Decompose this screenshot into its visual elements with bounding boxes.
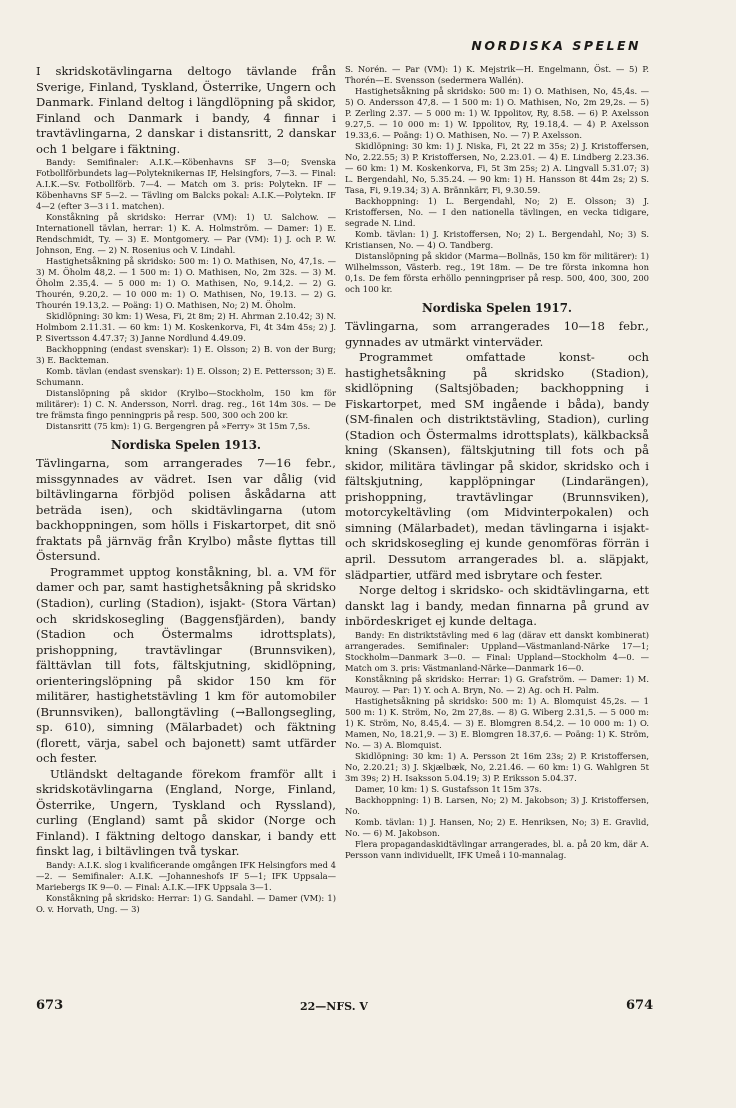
section-heading-1913: Nordiska Spelen 1913. <box>110 438 262 453</box>
result-paragraph: Distanslöpning på skidor (Marma—Bollnäs, 150 km för militärer): 1) Wilhelmsson, Västerb. reg., 19t 18m. — De tre första inkomna hon 0,1s. De fem första erhöllo penningpriser på resp. 500, 400, 300, 200 och 100 kr. <box>345 251 649 294</box>
section-heading-1917: Nordiska Spelen 1917. <box>421 301 573 315</box>
result-paragraph: Backhoppning: 1) L. Bergendahl, No; 2) E. Olsson; 3) J. Kristoffersen, No. — I den nationella tävlingen, en vecka tidigare, segrade N. Lind. <box>345 196 649 228</box>
body-paragraph: Utländskt deltagande förekom framför allt i skridskotävlingarna (England, Norge, Finland, Österrike, Ungern, Tyskland och Ryssland), curling (England) samt på skidor (Norge och Finland). I fäktning deltogo danskar, i bandy ett finskt lag, i biltävlingen två tyskar. <box>36 766 336 859</box>
left-column <box>36 64 336 988</box>
result-paragraph: Konståkning på skridsko: Herrar: 1) G. Grafström. — Damer: 1) M. Mauroy. — Par: 1) Y. och A. Bryn, No. — 2) Ag. och H. Palm. <box>345 673 649 695</box>
result-paragraph: Konståkning på skridsko: Herrar (VM): 1) U. Salchow. — Internationell tävlan, herrar: 1) K. A. Holmström. — Damer: 1) E. Rendschmidt, Ty. — 3) E. Montgomery. — Par (VM): 1) J. och P. W. Johnson, Eng. — 2) N. Rosenius och V. Lindahl. <box>36 212 336 256</box>
result-paragraph: Komb. tävlan: 1) J. Kristoffersen, No; 2) L. Bergendahl, No; 3) S. Kristiansen, No. — 4) O. Tandberg. <box>345 229 649 250</box>
body-paragraph: Programmet omfattade konst- och hastighetsåkning på skridsko (Stadion), skidlöpning (Saltsjöbaden; backhoppning i Fiskartorpet, med SM ingående i båda), bandy (SM-finalen och distriktstävling, Stadion), curling (Stadion och Östermalms idrottsplats), kälkbackså kning (Skansen), fältskjutning till fots och på skidor, militära tävlingar på skidor, skridsko och i fältskjutning, kapplöpningar (Lindarängen), prishoppning, travtävlingar (Brunnsviken), motorcykeltävling (om Midvinterpokalen) och simning (Mälarbadet), medan tävlingarna i isjakt- och skridskosegling ej kunde genomföras förrän i april. Dessutom arrangerades bl. a. släpjakt, slädpartier, utfärd med isbrytare och fester. <box>345 350 649 582</box>
result-paragraph: Backhoppning: 1) B. Larsen, No; 2) M. Jakobson; 3) J. Kristoffersen, No. <box>345 794 649 816</box>
result-paragraph: Distanslöpning på skidor (Krylbo—Stockholm, 150 km för militärer): 1) C. N. Andersson, Norrl. drag. reg., 16t 14m 30s. — De tre främsta fingo penningpris på resp. 500, 300 och 200 kr. <box>36 388 336 421</box>
result-paragraph: Hastighetsåkning på skridsko: 500 m: 1) A. Blomquist 45,2s. — 1 500 m: 1) K. Ström, No, 2m 27,8s. — 8) G. Wiberg 2.31,5. — 5 000 m: 1) K. Ström, No, 8.45,4. — 3) E. Blomgren 8.54,2. — 10 000 m: 1) O. Mamen, No, 18.21,9. — 3) E. Blomgren 18.37,6. — Poäng: 1) K. Ström, No. — 3) A. Blomquist. <box>345 695 649 750</box>
body-paragraph: Programmet upptog konståkning, bl. a. VM för damer och par, samt hastighetsåkning på skridsko (Stadion), curling (Stadion), isjakt- (Stora Värtan) och skridskosegling (Baggensfjärden), bandy (Stadion och Östermalms idrottsplats), prishoppning, travtävlingar (Brunnsviken), fälttävlan till fots, fältskjutning, skidlöpning, orienteringslöpning på skidor 150 km för militärer, hastighetstävling 1 km för automobiler (Brunnsviken), ballongtävling (→Ballongsegling, sp. 610), simning (Mälarbadet) och fäktning (florett, värja, sabel och bajonett) samt utfärder och fester. <box>36 564 336 766</box>
result-paragraph: Skidlöpning: 30 km: 1) A. Persson 2t 16m 23s; 2) P. Kristoffersen, No, 2.20.21; 3) J. Skjælbæk, No, 2.21.46. — 60 km: 1) G. Wahlgren 5t 3m 39s; 2) H. Isaksson 5.04.19; 3) P. Eriksson 5.04.37. <box>345 750 649 783</box>
result-paragraph: Komb. tävlan (endast svenskar): 1) E. Olsson; 2) E. Pettersson; 3) E. Schumann. <box>36 366 336 388</box>
result-paragraph: Skidlöpning: 30 km: 1) Wesa, Fi, 2t 8m; 2) H. Ahrman 2.10.42; 3) N. Holmbom 2.11.31. — 60 km: 1) M. Koskenkorva, Fi, 4t 34m 45s; 2) J. P. Sivertsson 4.47.37; 3) Janne Nordlund 4.49.09. <box>36 311 336 344</box>
result-paragraph: S. Norén. — Par (VM): 1) K. Mejstrik—H. Engelmann, Öst. — 5) P. Thorén—E. Svensson (sedermera Wallén). <box>345 64 649 85</box>
body-paragraph: Tävlingarna, som arrangerades 7—16 febr., missgynnades av vädret. Isen var dålig (vid biltävlingarna förbjöd polisen åskådarna att beträda isen), och skidtävlingarna (utom backhoppningen, som hölls i Fiskartorpet, dit snö fraktats på järnväg från Krylbo) måste flyttas till Östersund. <box>36 456 336 564</box>
body-paragraph: Norge deltog i skridsko- och skidtävlingarna, ett danskt lag i bandy, medan finnarna på grund av inbördeskriget ej kunde deltaga. <box>345 583 649 629</box>
result-paragraph: Hastighetsåkning på skridsko: 500 m: 1) O. Mathisen, No, 45,4s. — 5) O. Andersson 47,8. — 1 500 m: 1) O. Mathisen, No, 2m 29,2s. — 5) P. Zerling 2.37. — 5 000 m: 1) W. Ippolitov, Ry, 8.58. — 6) P. Axelsson 9.27,5. — 10 000 m: 1) W. Ippolitov, Ry, 19.18,4. — 4) P. Axelsson 19.33,6. — Poäng: 1) O. Mathisen, No. — 7) P. Axelsson. <box>345 86 649 140</box>
running-head: NORDISKA SPELEN <box>471 38 641 53</box>
result-paragraph: Flera propagandaskidtävlingar arrangerades, bl. a. på 20 km, där A. Persson vann individuellt, IFK Umeå i 10-mannalag. <box>345 838 649 860</box>
result-paragraph: Damer, 10 km: 1) S. Gustafsson 1t 15m 37s. <box>355 783 542 794</box>
intro-paragraph: I skridskotävlingarna deltogo tävlande från Sverige, Finland, Tyskland, Österrike, Ungern och Danmark. Finland deltog i längdlöpning på skidor, Finland och Danmark i bandy, 4 finnar i travtävlingarna, 2 danskar i distansritt, 2 danskar och 1 belgare i fäktning. <box>36 64 336 156</box>
result-paragraph: Bandy: A.I.K. slog i kvalificerande omgången IFK Helsingfors med 4—2. — Semifinaler: A.I.K. —Johanneshofs IF 5—1; IFK Uppsala—Mariebergs IK 9—0. — Final: A.I.K.—IFK Uppsala 3—1. <box>36 860 336 892</box>
result-paragraph: Komb. tävlan: 1) J. Hansen, No; 2) E. Henriksen, No; 3) E. Gravlid, No. — 6) M. Jakobson. <box>345 816 649 838</box>
body-paragraph: Tävlingarna, som arrangerades 10—18 febr., gynnades av utmärkt vinterväder. <box>345 319 649 349</box>
right-column <box>345 64 649 988</box>
result-paragraph: Konståkning på skridsko: Herrar: 1) G. Sandahl. — Damer (VM): 1) O. v. Horvath, Ung. — 3) <box>36 893 336 914</box>
page-number-right: 674 <box>626 998 654 1013</box>
result-paragraph: Skidlöpning: 30 km: 1) J. Niska, Fi, 2t 22 m 35s; 2) J. Kristoffersen, No, 2.22.55; 3) P. Kristoffersen, No, 2.23.01. — 4) E. Lindberg 2.23.36. — 60 km: 1) M. Koskenkorva, Fi, 5t 3m 25s; 2) A. Lingvall 5.31.07; 3) L. Bergendahl, No, 5.35.24. — 90 km: 1) H. Hansson 8t 44m 2s; 2) S. Tasa, Fi, 9.19.34; 3) A. Brännkärr, Fi, 9.30.59. <box>345 141 649 195</box>
page-number-left: 673 <box>36 998 64 1013</box>
result-paragraph: Bandy: Semifinaler: A.I.K.—Köbenhavns SF 3—0; Svenska Fotbollförbundets lag—Polyteknikernas IF, Helsingfors, 7—3. — Final: A.I.K.—Sv. Fotbollförb. 7—4. — Match om 3. pris: Polytekn. IF —Köbenhavns SF 5—2. — Tävling om Balcks pokal: A.I.K.—Polytekn. IF 4—2 (efter 3—3 i 1. matchen). <box>36 157 336 212</box>
result-paragraph: Hastighetsåkning på skridsko: 500 m: 1) O. Mathisen, No, 47,1s. — 3) M. Öholm 48,2. — 1 500 m: 1) O. Mathisen, No, 2m 32s. — 3) M. Öholm 2.35,4. — 5 000 m: 1) O. Mathisen, No, 9.14,2. — 2) G. Thourén, 9.20,2. — 10 000 m: 1) O. Mathisen, No, 19.13. — 2) G. Thourén 19.13,2. — Poäng: 1) O. Mathisen, No; 2) M. Öholm. <box>36 256 336 311</box>
result-paragraph: Backhoppning (endast svenskar): 1) E. Olsson; 2) B. von der Burg; 3) E. Backteman. <box>36 344 336 366</box>
result-paragraph: Bandy: En distriktstävling med 6 lag (därav ett danskt kombinerat) arrangerades. Semifinaler: Uppland—Västmanland-Närke 17—1; Stockholm—Danmark 3—0. — Final: Uppland—Stockholm 4—0. — Match om 3. pris: Västmanland-Närke—Danmark 16—0. <box>345 629 649 673</box>
result-paragraph: Distansritt (75 km): 1) G. Bergengren på »Ferry» 3t 15m 7,5s. <box>46 421 311 432</box>
sheet-signature: 22—NFS. V <box>300 1000 368 1013</box>
